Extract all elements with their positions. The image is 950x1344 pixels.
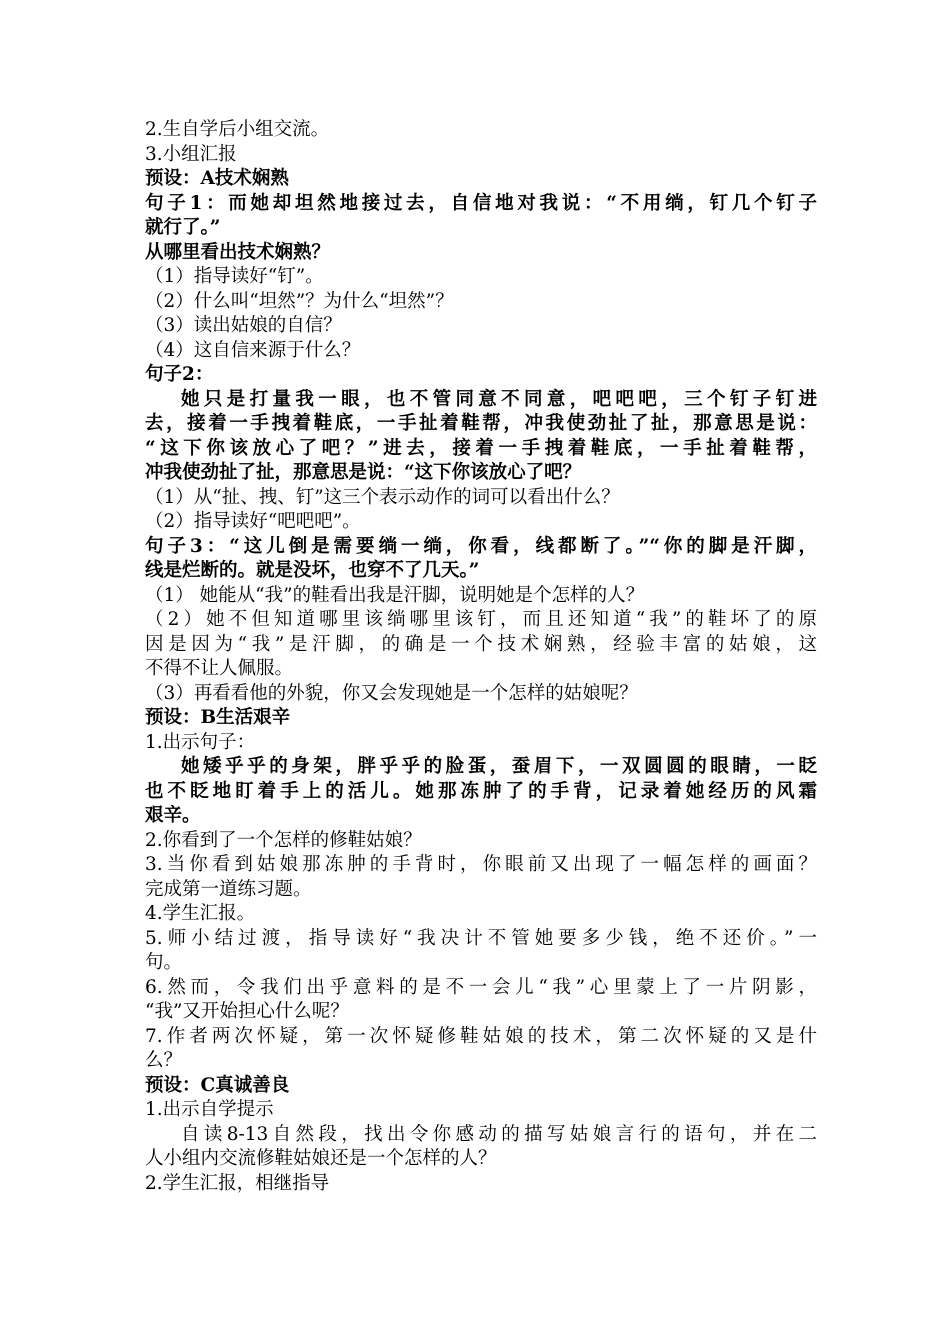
prompt-paragraph: 人小组内交流修鞋姑娘还是一个怎样的人？ <box>145 1148 497 1169</box>
list-item: 5.师小结过渡，指导读好“我决计不管她要多少钱，绝不还价。”一 <box>145 927 817 949</box>
quoted-sentence: 线是烂断的。就是没坏，也穿不了几天。” <box>145 560 480 581</box>
document-page <box>145 118 817 1196</box>
section-heading: 预设：C真诚善良 <box>145 1074 290 1096</box>
list-item: （2）她不但知道哪里该绱哪里该钉，而且还知道“我”的鞋坏了的原 <box>145 609 817 630</box>
quoted-paragraph: “这下你该放心了吧？”进去，接着一手拽着鞋底，一手扯着鞋帮， <box>145 437 817 459</box>
sentence-label: 句子2： <box>145 364 214 385</box>
list-item: 3.当你看到姑娘那冻肿的手背时，你眼前又出现了一幅怎样的画面？ <box>145 854 817 875</box>
prompt-paragraph: 自读8-13自然段，找出令你感动的描写姑娘言行的语句，并在二 <box>181 1123 817 1145</box>
list-item: 2.学生汇报，相继指导 <box>145 1172 330 1194</box>
list-item: 完成第一道练习题。 <box>145 878 312 900</box>
list-item: 2.你看到了一个怎样的修鞋姑娘？ <box>145 829 422 851</box>
section-heading: 预设：B生活艰辛 <box>145 707 291 728</box>
list-item: 句。 <box>145 952 183 973</box>
list-item: （2）什么叫“坦然”？为什么“坦然”？ <box>145 290 454 312</box>
text-line: 3.小组汇报 <box>145 143 237 165</box>
quoted-paragraph: 也不眨地盯着手上的活儿。她那冻肿了的手背，记录着她经历的风霜 <box>145 780 817 802</box>
list-item: 1.出示句子： <box>145 731 256 753</box>
quoted-paragraph: 冲我使劲扯了扯，那意思是说：“这下你该放心了吧？ <box>145 462 582 483</box>
list-item: （3）读出姑娘的自信？ <box>145 315 342 336</box>
quoted-sentence: 句子3：“这儿倒是需要绱一绱，你看，线都断了。”“你的脚是汗脚， <box>145 535 817 557</box>
quoted-paragraph: 她只是打量我一眼，也不管同意不同意，吧吧吧，三个钉子钉进 <box>181 388 817 410</box>
list-item: （1） 她能从“我”的鞋看出我是汗脚，说明她是个怎样的人？ <box>145 584 645 606</box>
quoted-paragraph: 去，接着一手拽着鞋底，一手扯着鞋帮，冲我使劲扯了扯，那意思是说： <box>145 413 817 434</box>
list-item: 4.学生汇报。 <box>145 903 256 924</box>
question-heading: 从哪里看出技术娴熟？ <box>145 241 331 263</box>
quoted-paragraph: 艰辛。 <box>145 805 201 826</box>
list-item: （1）从“扯、拽、钉”这三个表示动作的词可以看出什么？ <box>145 486 620 508</box>
quoted-sentence: 句子1：而她却坦然地接过去，自信地对我说：“不用绱，钉几个钉子 <box>145 192 817 214</box>
section-heading: 预设：A技术娴熟 <box>145 168 289 189</box>
list-item: （2）指导读好“吧吧吧”。 <box>145 511 361 532</box>
list-item: （4）这自信来源于什么？ <box>145 339 361 361</box>
list-item: 么？ <box>145 1050 183 1071</box>
text-line: 2.生自学后小组交流。 <box>145 119 330 140</box>
list-item: 6.然而，令我们出乎意料的是不一会儿“我”心里蒙上了一片阴影， <box>145 976 817 998</box>
quoted-sentence: 就行了。” <box>145 217 221 238</box>
list-item: “我”又开始担心什么呢？ <box>145 1001 349 1022</box>
quoted-paragraph: 她矮乎乎的身架，胖乎乎的脸蛋，蚕眉下，一双圆圆的眼睛，一眨 <box>181 756 817 777</box>
list-item: （3）再看看他的外貌，你又会发现她是一个怎样的姑娘呢？ <box>145 682 638 704</box>
list-item: 1.出示自学提示 <box>145 1099 274 1120</box>
list-item: 因是因为“我”是汗脚，的确是一个技术娴熟，经验丰富的姑娘，这 <box>145 633 817 655</box>
list-item: 不得不让人佩服。 <box>145 658 294 679</box>
list-item: 7.作者两次怀疑，第一次怀疑修鞋姑娘的技术，第二次怀疑的又是什 <box>145 1025 817 1047</box>
list-item: （1）指导读好“钉”。 <box>145 266 324 287</box>
